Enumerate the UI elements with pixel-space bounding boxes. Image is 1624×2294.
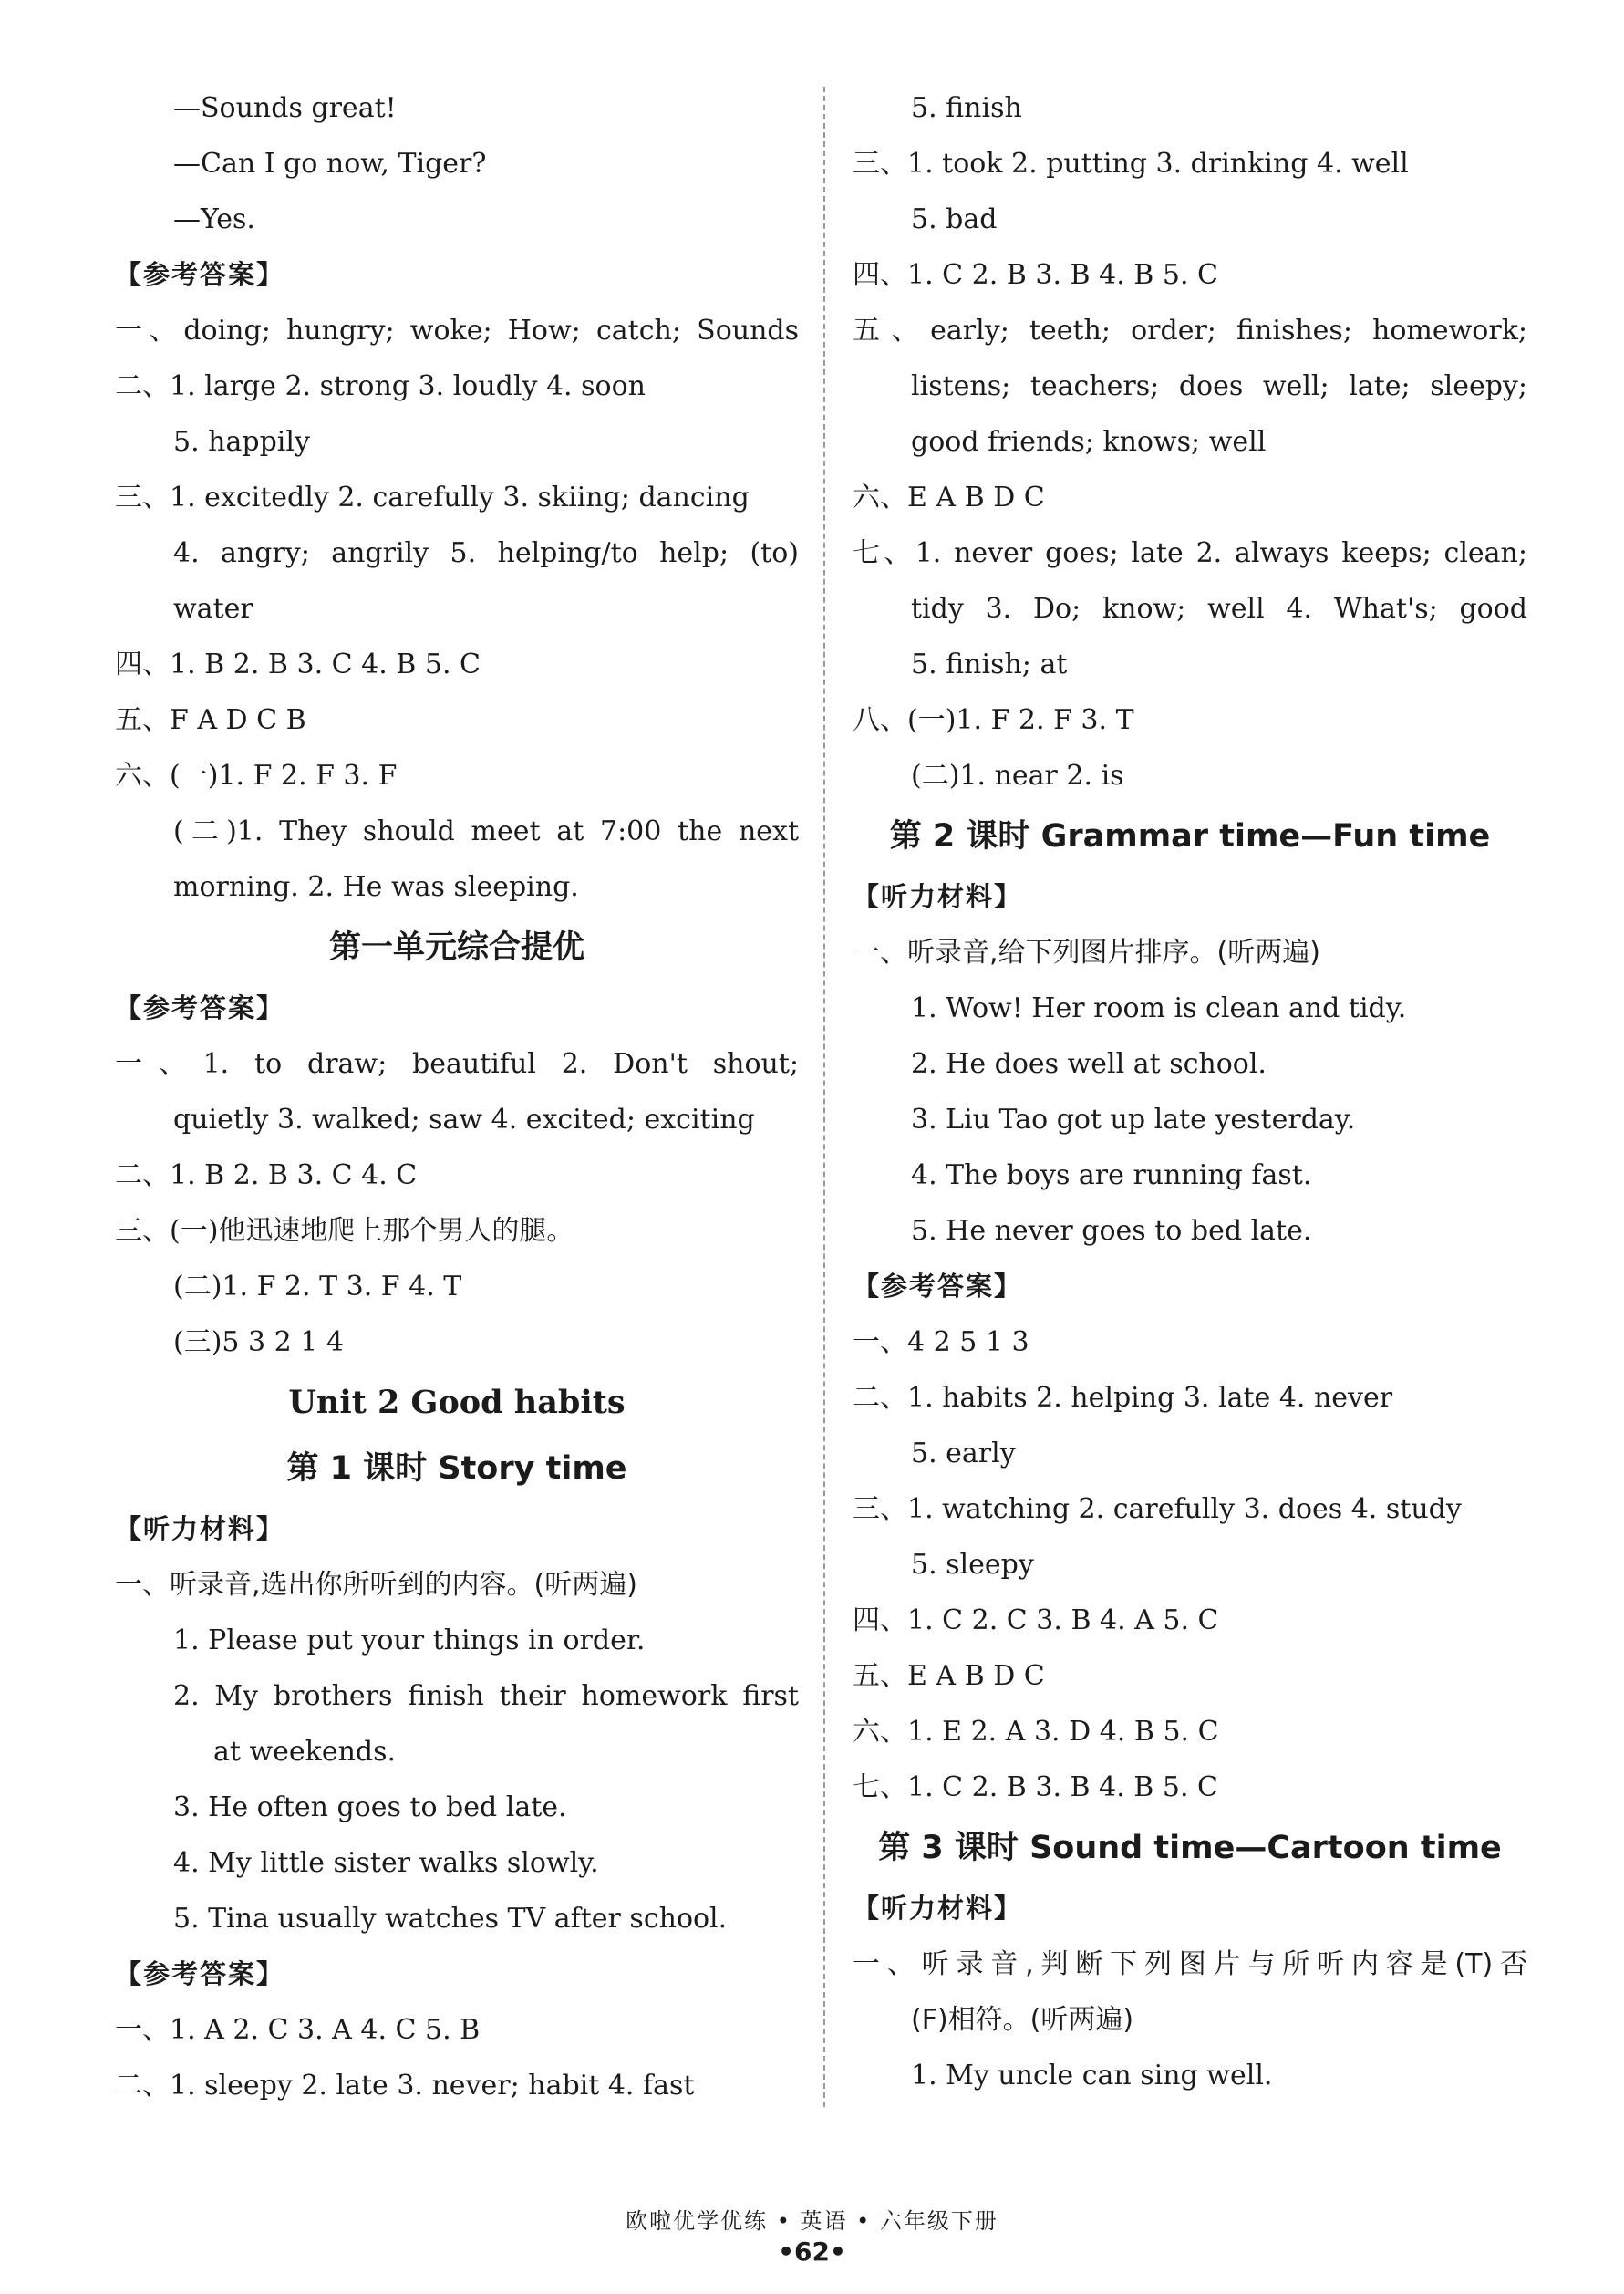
section-heading: 【听力材料】 bbox=[853, 881, 1023, 912]
answer-line: 三、1. took 2. putting 3. drinking 4. well bbox=[853, 148, 1409, 180]
answer-line: 4. My little sister walks slowly. bbox=[173, 1847, 599, 1879]
answer-line: (二)1. They should meet at 7:00 the next bbox=[173, 815, 799, 847]
answer-line: (三)5 3 2 1 4 bbox=[173, 1326, 344, 1358]
section-heading: 【听力材料】 bbox=[853, 1893, 1023, 1924]
answer-line: 八、(一)1. F 2. F 3. T bbox=[853, 704, 1134, 736]
answer-line: 六、E A B D C bbox=[853, 482, 1045, 514]
section-heading: 【参考答案】 bbox=[853, 1271, 1023, 1302]
section-title: 第一单元综合提优 bbox=[328, 929, 584, 966]
answer-line: 5. early bbox=[911, 1438, 1016, 1469]
left-column bbox=[115, 80, 799, 2113]
answer-line: 三、(一)他迅速地爬上那个男人的腿。 bbox=[115, 1215, 574, 1247]
answer-line: —Can I go now, Tiger? bbox=[173, 148, 487, 180]
section-title: 第 1 课时 Story time bbox=[286, 1450, 627, 1487]
answer-line: 2. He does well at school. bbox=[911, 1048, 1267, 1080]
answer-line: 三、1. excitedly 2. carefully 3. skiing; dancing bbox=[115, 482, 750, 514]
answer-line: 六、1. E 2. A 3. D 4. B 5. C bbox=[853, 1716, 1219, 1748]
answer-line: 2. My brothers finish their homework first bbox=[173, 1680, 799, 1712]
answer-line: 5. Tina usually watches TV after school. bbox=[173, 1903, 728, 1935]
footer-series-title: 欧啦优学优练 • 英语 • 六年级下册 bbox=[626, 2208, 998, 2234]
page-number: •62• bbox=[778, 2237, 846, 2267]
answer-line: tidy 3. Do; know; well 4. What's; good bbox=[911, 593, 1527, 625]
answer-line: (二)1. near 2. is bbox=[911, 760, 1124, 792]
section-heading: 【听力材料】 bbox=[115, 1513, 285, 1544]
answer-line: 一、1. A 2. C 3. A 4. C 5. B bbox=[115, 2014, 481, 2046]
answer-line: 一、doing; hungry; woke; How; catch; Sounds bbox=[115, 315, 799, 347]
answer-line: 5. happily bbox=[173, 426, 310, 458]
answer-line: at weekends. bbox=[213, 1736, 397, 1768]
section-heading: 【参考答案】 bbox=[115, 992, 285, 1023]
answer-line: 1. My uncle can sing well. bbox=[911, 2060, 1273, 2092]
answer-line: 七、1. never goes; late 2. always keeps; clean; bbox=[853, 537, 1527, 569]
right-column bbox=[853, 80, 1527, 2103]
answer-line: 五、early; teeth; order; finishes; homework; bbox=[853, 315, 1527, 347]
answer-line: 5. bad bbox=[911, 203, 998, 235]
answer-line: 5. sleepy bbox=[911, 1549, 1034, 1581]
answer-line: 二、1. habits 2. helping 3. late 4. never bbox=[853, 1382, 1393, 1414]
answer-line: (二)1. F 2. T 3. F 4. T bbox=[173, 1271, 462, 1303]
answer-line: 六、(一)1. F 2. F 3. F bbox=[115, 760, 398, 792]
answer-line: morning. 2. He was sleeping. bbox=[173, 871, 579, 903]
section-heading: 【参考答案】 bbox=[115, 259, 285, 290]
answer-line: good friends; knows; well bbox=[911, 426, 1267, 458]
column-divider bbox=[823, 87, 825, 2107]
answer-line: 五、F A D C B bbox=[115, 704, 306, 736]
answer-line: 5. He never goes to bed late. bbox=[911, 1215, 1312, 1247]
answer-line: 二、1. sleepy 2. late 3. never; habit 4. fast bbox=[115, 2070, 695, 2102]
answer-line: 四、1. B 2. B 3. C 4. B 5. C bbox=[115, 649, 481, 680]
answer-line: 五、E A B D C bbox=[853, 1660, 1045, 1692]
answer-line: 1. Please put your things in order. bbox=[173, 1624, 646, 1656]
section-title: Unit 2 Good habits bbox=[288, 1384, 626, 1421]
answer-line: 一、听录音,给下列图片排序。(听两遍) bbox=[853, 937, 1320, 969]
answer-line: 一、听录音,选出你所听到的内容。(听两遍) bbox=[115, 1569, 637, 1601]
answer-line: 3. Liu Tao got up late yesterday. bbox=[911, 1104, 1356, 1136]
answer-line: 5. finish bbox=[911, 92, 1022, 124]
answer-line: 一、听录音,判断下列图片与所听内容是(T)否 bbox=[853, 1948, 1527, 1980]
answer-line: 三、1. watching 2. carefully 3. does 4. study bbox=[853, 1493, 1462, 1525]
answer-line: 一、1. to draw; beautiful 2. Don't shout; bbox=[115, 1048, 799, 1080]
answer-line: 七、1. C 2. B 3. B 4. B 5. C bbox=[853, 1771, 1218, 1803]
answer-line: 4. The boys are running fast. bbox=[911, 1159, 1312, 1191]
answer-line: 二、1. B 2. B 3. C 4. C bbox=[115, 1159, 418, 1191]
answer-line: (F)相符。(听两遍) bbox=[911, 2004, 1134, 2036]
answer-line: 一、4 2 5 1 3 bbox=[853, 1326, 1029, 1358]
answer-line: 5. finish; at bbox=[911, 649, 1068, 680]
answer-line: listens; teachers; does well; late; sleepy; bbox=[911, 370, 1527, 402]
answer-line: 二、1. large 2. strong 3. loudly 4. soon bbox=[115, 370, 646, 402]
section-heading: 【参考答案】 bbox=[115, 1958, 285, 1989]
answer-line: 3. He often goes to bed late. bbox=[173, 1791, 567, 1823]
answer-line: 4. angry; angrily 5. helping/to help; (to) bbox=[173, 537, 799, 569]
answer-line: 四、1. C 2. B 3. B 4. B 5. C bbox=[853, 259, 1218, 291]
answer-line: 四、1. C 2. C 3. B 4. A 5. C bbox=[853, 1604, 1219, 1636]
answer-line: —Sounds great! bbox=[173, 92, 397, 124]
answer-line: —Yes. bbox=[173, 203, 255, 235]
answer-line: quietly 3. walked; saw 4. excited; exciting bbox=[173, 1104, 755, 1136]
answer-line: water bbox=[173, 593, 253, 625]
answer-line: 1. Wow! Her room is clean and tidy. bbox=[911, 992, 1407, 1024]
section-title: 第 2 课时 Grammar time—Fun time bbox=[889, 818, 1491, 855]
section-title: 第 3 课时 Sound time—Cartoon time bbox=[878, 1830, 1502, 1866]
